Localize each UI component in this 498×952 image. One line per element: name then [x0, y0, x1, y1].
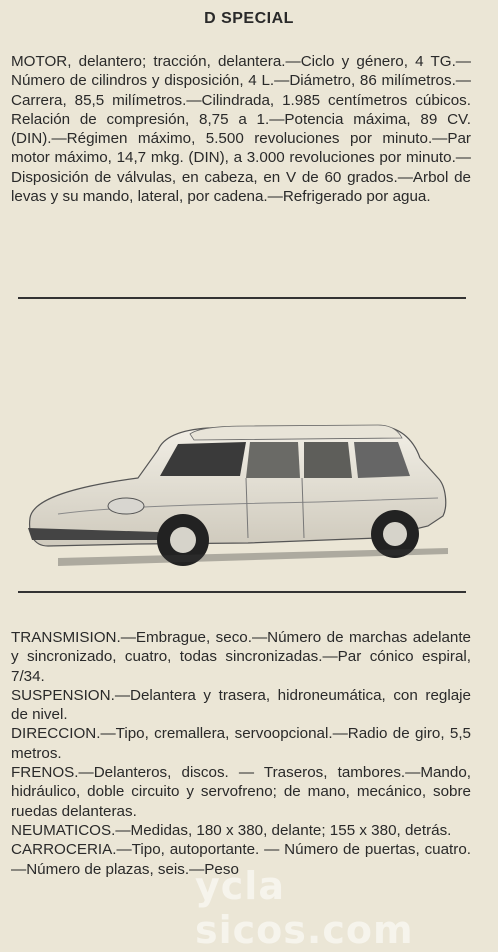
page-title: D SPECIAL — [204, 10, 294, 27]
motor-heading: MOTOR — [11, 53, 68, 70]
spec-suspension — [11, 686, 471, 725]
specs-list — [11, 628, 471, 879]
divider-bottom — [18, 591, 466, 593]
spec-heading: DIRECCION — [11, 725, 97, 743]
spec-neumaticos — [11, 821, 471, 840]
spec-text: .—Delanteros, discos. — Traseros, tambores.—Mando, hidráulico, doble circuito y servofreno; de mano, mecánico, sobre ruedas delanteras. — [11, 764, 471, 820]
spec-text: .—Medidas, 180 x 380, delante; 155 x 380, detrás. — [111, 821, 452, 839]
spec-text: .—Tipo, autoportante. — Número de puertas, cuatro.—Número de plazas, seis.—Peso — [11, 841, 471, 878]
motor-paragraph — [11, 52, 471, 206]
car-roof — [190, 425, 402, 440]
spec-frenos — [11, 763, 471, 821]
spec-text: .—Embrague, seco.—Número de marchas adelante y sincronizado, cuatro, todas sincronizadas.—Par cónico espiral, 7/34. — [11, 629, 471, 685]
spec-direccion — [11, 724, 471, 763]
spec-heading: TRANSMISION — [11, 629, 117, 646]
spec-text: .—Delantera y trasera, hidroneumática, con reglaje de nivel. — [11, 686, 471, 724]
car-window-rear — [304, 442, 352, 478]
spec-heading: NEUMATICOS — [11, 821, 112, 839]
car-window-front — [246, 442, 300, 478]
divider-top — [18, 297, 466, 299]
spec-transmision — [11, 628, 471, 686]
car-photo — [18, 398, 466, 584]
spec-heading: FRENOS — [11, 764, 75, 782]
watermark: ycla sicos.com — [195, 864, 414, 952]
spec-text: .—Tipo, cremallera, servoopcional.—Radio de giro, 5,5 metros. — [11, 725, 471, 762]
spec-heading: SUSPENSION — [11, 686, 111, 704]
motor-text: , delantero; tracción, delantera.—Ciclo y género, 4 TG.—Número de cilindros y disposición, 4 L.—Diámetro, 86 milímetros.—Carrera, 85,5 milímetros.—Cilindrada, 1.985 centímetros cúbicos. Relación de compresión, 8,75 a 1.—Potencia máxima, 89 CV. (DIN).—Régimen máximo, 5.500 revoluciones por minuto.—Par motor máximo, 14,7 mkg. (DIN), a 3.000 revoluciones por minuto.—Disposición de válvulas, en cabeza, en V de 60 grados.—Arbol de levas y su mando, lateral, por cadena.—Refrigerado por agua. — [11, 53, 471, 206]
car-headlight — [108, 498, 144, 514]
spec-heading: CARROCERIA — [11, 841, 113, 859]
